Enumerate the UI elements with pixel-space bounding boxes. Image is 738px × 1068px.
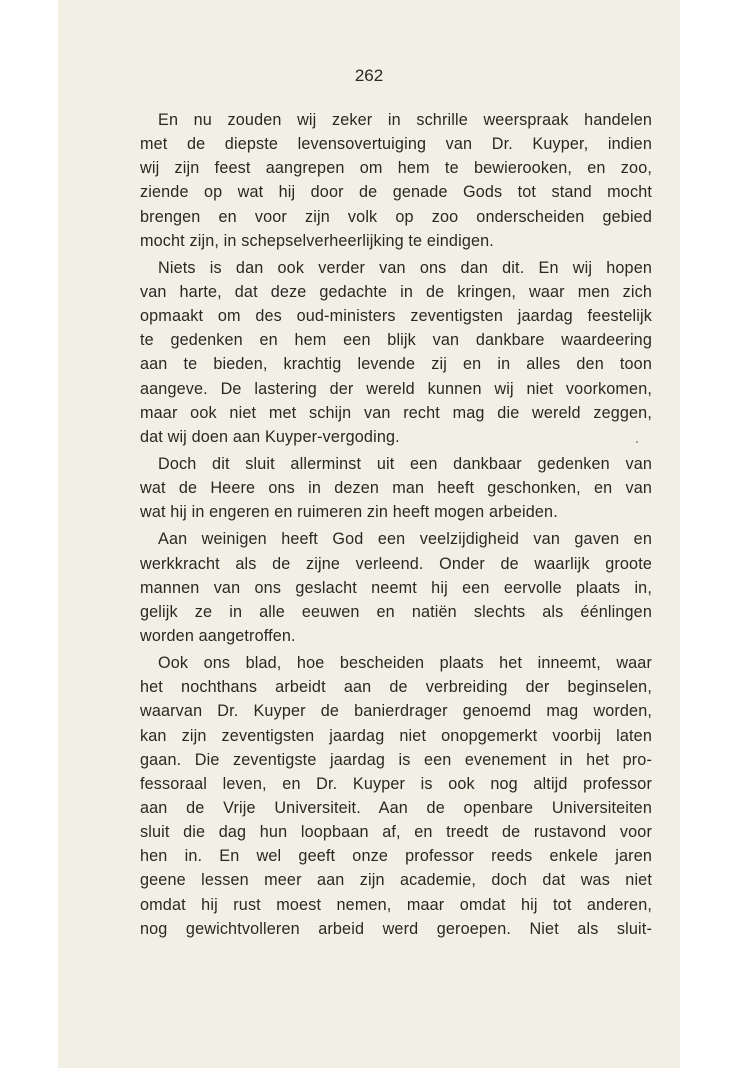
paper-speck	[636, 441, 638, 443]
text-line: mannen van ons geslacht neemt hij een eervolle plaats in,	[140, 578, 652, 597]
text-line: nog gewichtvolleren arbeid werd geroepen. Niet als sluit-	[140, 919, 652, 938]
text-line: omdat hij rust moest nemen, maar omdat hij tot anderen,	[140, 895, 652, 914]
page-number: 262	[354, 66, 384, 85]
text-line: worden aangetroffen.	[140, 626, 296, 645]
text-line: sluit die dag hun loopbaan af, en treedt de rustavond voor	[140, 823, 652, 842]
text-line: gelijk ze in alle eeuwen en natiën slechts als éénlingen	[140, 602, 652, 621]
book-page	[58, 0, 680, 1068]
text-line: Aan weinigen heeft God een veelzijdigheid van gaven en	[158, 530, 652, 549]
text-line: te gedenken en hem een blijk van dankbare waardeering	[140, 331, 652, 350]
text-line: geene lessen meer aan zijn academie, doch dat was niet	[140, 871, 652, 890]
text-line: hen in. En wel geeft onze professor reeds enkele jaren	[140, 847, 652, 866]
text-line: kan zijn zeventigsten jaardag niet onopgemerkt voorbij laten	[140, 726, 652, 745]
body-text	[140, 108, 652, 941]
text-line: het nochthans arbeidt aan de verbreiding der beginselen,	[140, 678, 652, 697]
text-line: Niets is dan ook verder van ons dan dit. En wij hopen	[158, 258, 652, 277]
text-line: gaan. Die zeventigste jaardag is een evenement in het pro-	[140, 750, 652, 769]
text-line: fessoraal leven, en Dr. Kuyper is ook nog altijd professor	[140, 774, 652, 793]
text-line: waarvan Dr. Kuyper de banierdrager genoemd mag worden,	[140, 702, 652, 721]
text-line: met de diepste levensovertuiging van Dr. Kuyper, indien	[140, 135, 652, 154]
text-line: dat wij doen aan Kuyper-vergoding.	[140, 427, 400, 446]
text-line: aan de Vrije Universiteit. Aan de openbare Universiteiten	[140, 798, 652, 817]
text-line: mocht zijn, in schepselverheerlijking te eindigen.	[140, 231, 494, 250]
text-line: En nu zouden wij zeker in schrille weerspraak handelen	[158, 111, 652, 129]
text-line: ziende op wat hij door de genade Gods tot stand mocht	[140, 183, 652, 202]
text-line: werkkracht als de zijne verleend. Onder de waarlijk groote	[140, 554, 652, 573]
text-line: Doch dit sluit allerminst uit een dankbaar gedenken van	[158, 454, 652, 473]
text-line: wat de Heere ons in dezen man heeft geschonken, en van	[140, 479, 652, 498]
text-line: maar ook niet met schijn van recht mag die wereld zeggen,	[140, 403, 652, 422]
text-line: aan te bieden, krachtig levende zij en in alles den toon	[140, 355, 652, 374]
text-line: brengen en voor zijn volk op zoo onderscheiden gebied	[140, 207, 652, 226]
text-line: wat hij in engeren en ruimeren zin heeft mogen arbeiden.	[140, 503, 558, 522]
text-line: opmaakt om des oud-ministers zeventigsten jaardag feestelijk	[140, 307, 652, 326]
text-line: aangeve. De lastering der wereld kunnen wij niet voorkomen,	[140, 379, 652, 398]
text-line: Ook ons blad, hoe bescheiden plaats het inneemt, waar	[158, 654, 652, 673]
text-line: wij zijn feest aangrepen om hem te bewierooken, en zoo,	[140, 159, 652, 178]
text-line: van harte, dat deze gedachte in de kringen, waar men zich	[140, 282, 652, 301]
